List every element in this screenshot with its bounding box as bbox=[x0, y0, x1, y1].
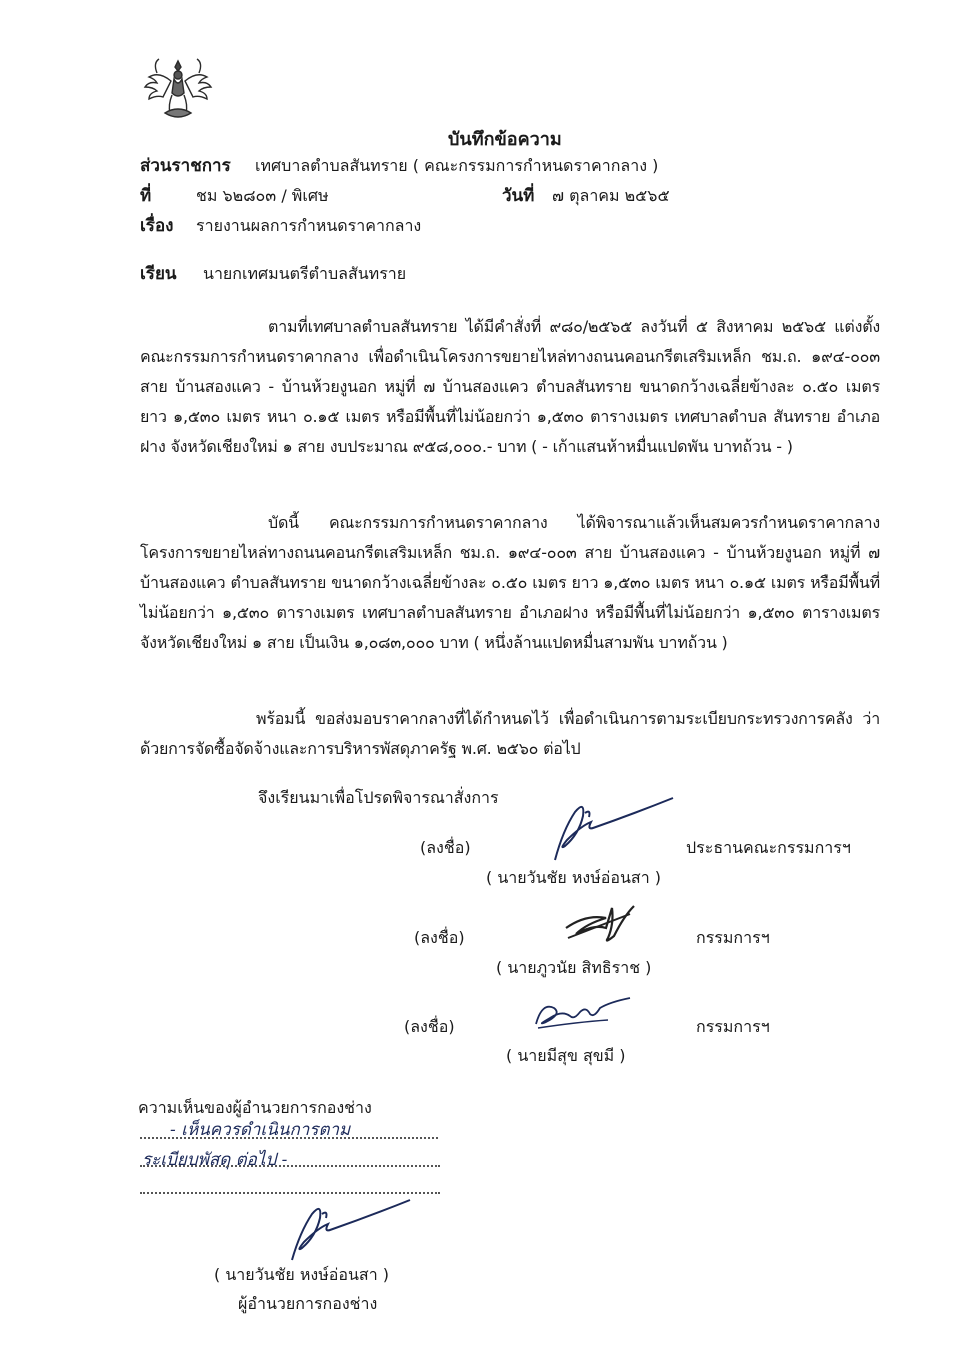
sign-label-2: (ลงชื่อ) bbox=[414, 928, 465, 947]
subject-label: เรื่อง bbox=[140, 216, 174, 236]
date-value: ๗ ตุลาคม ๒๕๖๕ bbox=[552, 186, 670, 205]
to-value: นายกเทศมนตรีตำบลสันทราย bbox=[203, 264, 407, 283]
ref-value: ชม ๖๒๘๐๓ / พิเศษ bbox=[196, 186, 329, 205]
ref-label: ที่ bbox=[140, 186, 152, 206]
signer-position-2: กรรมการฯ bbox=[696, 928, 770, 947]
opinion-heading: ความเห็นของผู้อำนวยการกองช่าง bbox=[138, 1098, 372, 1117]
body-paragraph-2: บัดนี้ คณะกรรมการกำหนดราคากลาง ได้พิจารณาแล้วเห็นสมควรกำหนดราคากลาง โครงการขยายไหล่ทางถนนคอนกรีตเสริมเหล็ก ชม.ถ. ๑๙๔-๐๐๓ สาย บ้านสองแคว - บ้านห้วยงูนอก หมู่ที่ ๗ บ้านสองแคว ตำบลสันทราย ขนาดกว้างเฉลี่ยข้างละ ๐.๕๐ เมตร ยาว ๑,๕๓๐ เมตร หนา ๐.๑๕ เมตร หรือมีพื้นที่ไม่น้อยกว่า ๑,๕๓๐ ตารางเมตร เทศบาลตำบลสันทราย อำเภอฝาง หรือมีพื้นที่ไม่น้อยกว่า ๑,๕๓๐ ตารางเมตร จังหวัดเชียงใหม่ ๑ สาย เป็นเงิน ๑,๐๘๓,๐๐๐ บาท ( หนึ่งล้านแปดหมื่นสามพัน บาทถ้วน ) bbox=[140, 513, 880, 652]
agency-value: เทศบาลตำบลสันทราย ( คณะกรรมการกำหนดราคากลาง ) bbox=[255, 156, 659, 175]
memo-title: บันทึกข้อความ bbox=[448, 129, 562, 150]
opinion-handwritten-line-2: ระเบียบพัสดุ ต่อไป - bbox=[142, 1150, 288, 1170]
closing-text: จึงเรียนมาเพื่อโปรดพิจารณาสั่งการ bbox=[258, 788, 499, 807]
signer-name-1: ( นายวันชัย หงษ์อ่อนสา ) bbox=[486, 868, 662, 887]
signature-1 bbox=[545, 795, 675, 867]
dotted-line-3 bbox=[140, 1192, 440, 1194]
body-paragraph-1: ตามที่เทศบาลตำบลสันทราย ได้มีคำสั่งที่ ๙๘๐/๒๕๖๕ ลงวันที่ ๕ สิงหาคม ๒๕๖๕ แต่งตั้งคณะกรรมการกำหนดราคากลาง เพื่อดำเนินโครงการขยายไหล่ทางถนนคอนกรีตเสริมเหล็ก ชม.ถ. ๑๙๔-๐๐๓ สาย บ้านสองแคว - บ้านห้วยงูนอก หมู่ที่ ๗ บ้านสองแคว ตำบลสันทราย ขนาดกว้างเฉลี่ยข้างละ ๐.๕๐ เมตร ยาว ๑,๕๓๐ เมตร หนา ๐.๑๕ เมตร หรือมีพื้นที่ไม่น้อยกว่า ๑,๕๓๐ ตารางเมตร เทศบาลตำบล สันทราย อำเภอฝาง จังหวัดเชียงใหม่ ๑ สาย งบประมาณ ๙๕๘,๐๐๐.- บาท ( - เก้าแสนห้าหมื่นแปดพัน บาทถ้วน - ) bbox=[140, 317, 880, 456]
opinion-signer-name: ( นายวันชัย หงษ์อ่อนสา ) bbox=[214, 1265, 390, 1284]
signature-3 bbox=[530, 996, 640, 1036]
signer-name-2: ( นายภูวนัย สิทธิราช ) bbox=[496, 958, 652, 977]
to-label: เรียน bbox=[140, 264, 177, 284]
agency-label: ส่วนราชการ bbox=[140, 156, 231, 176]
dotted-line-2 bbox=[140, 1165, 440, 1167]
garuda-emblem bbox=[143, 55, 213, 123]
sign-label-3: (ลงชื่อ) bbox=[404, 1017, 455, 1036]
subject-value: รายงานผลการกำหนดราคากลาง bbox=[196, 216, 422, 235]
opinion-handwritten-line-1: - เห็นควรดำเนินการตาม bbox=[170, 1120, 351, 1140]
sign-label-1: (ลงชื่อ) bbox=[420, 838, 471, 857]
signer-position-1: ประธานคณะกรรมการฯ bbox=[686, 838, 851, 857]
date-label: วันที่ bbox=[502, 186, 535, 206]
opinion-signer-position: ผู้อำนวยการกองช่าง bbox=[238, 1294, 378, 1313]
signature-2 bbox=[560, 898, 640, 948]
dotted-line-1 bbox=[140, 1137, 438, 1139]
signer-name-3: ( นายมีสุข สุขมี ) bbox=[506, 1046, 626, 1065]
signature-4 bbox=[282, 1196, 412, 1266]
body-paragraph-3: พร้อมนี้ ขอส่งมอบราคากลางที่ได้กำหนดไว้ เพื่อดำเนินการตามระเบียบกระทรวงการคลัง ว่าด้วยการจัดซื้อจัดจ้างและการบริหารพัสดุภาครัฐ พ.ศ. ๒๕๖๐ ต่อไป bbox=[140, 709, 880, 758]
signer-position-3: กรรมการฯ bbox=[696, 1017, 770, 1036]
